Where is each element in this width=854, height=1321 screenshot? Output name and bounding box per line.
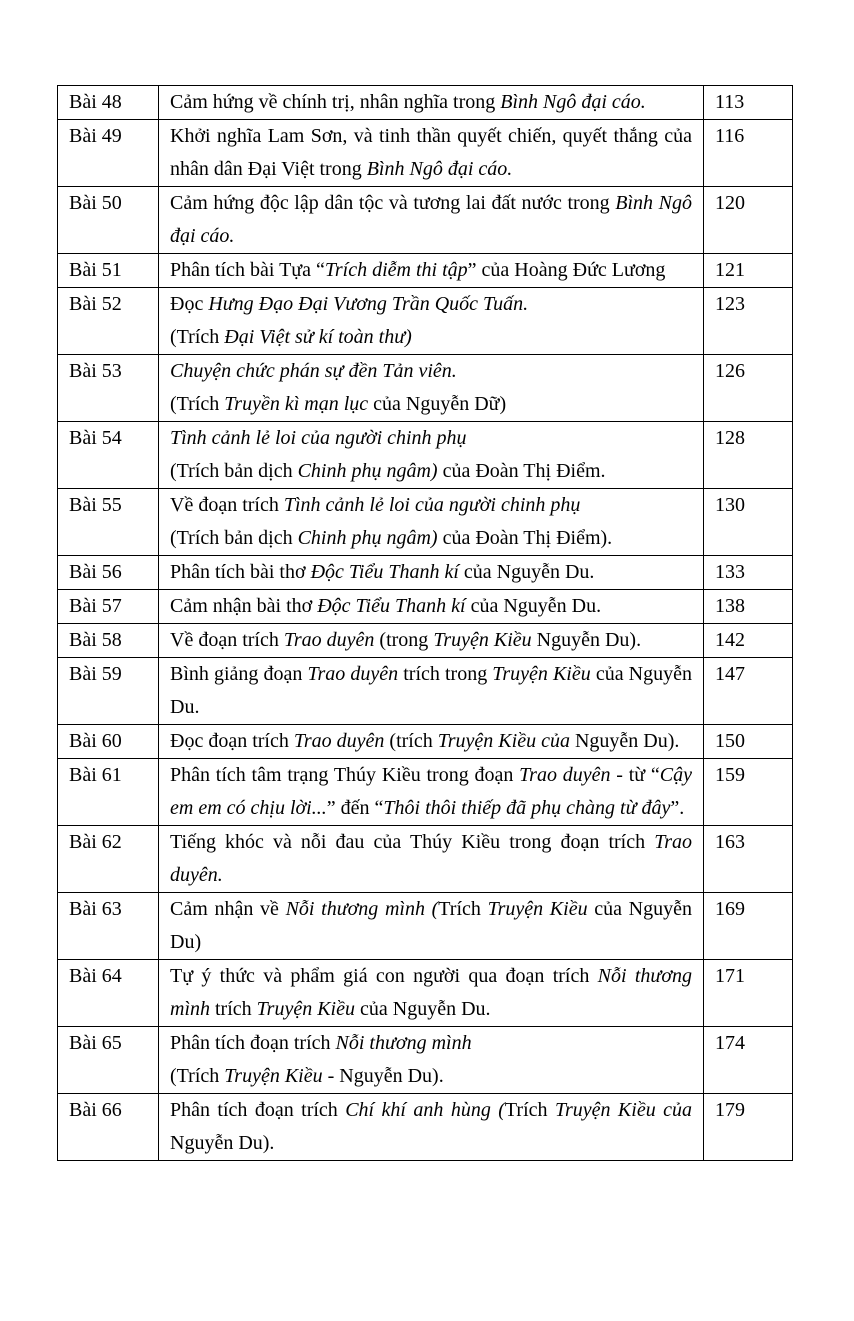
italic-text: Bình Ngô đại cáo. xyxy=(500,91,646,113)
text: Nguyễn Du). xyxy=(569,730,680,752)
text: ”. xyxy=(670,797,685,819)
italic-text: Nỗi thương mình xyxy=(170,965,692,1020)
text: của Nguyễn Du. xyxy=(170,663,692,718)
table-row xyxy=(58,590,793,624)
italic-text: Trao duyên xyxy=(519,764,611,786)
text: (trong xyxy=(374,629,434,651)
italic-text: Bình Ngô đại cáo. xyxy=(170,192,692,247)
italic-text: Tình cảnh lẻ loi của người chinh phụ xyxy=(283,494,581,516)
italic-text: Chinh phụ ngâm) xyxy=(297,527,438,549)
text: Bình giảng đoạn xyxy=(170,663,308,685)
italic-text: Thôi thôi thiếp đã phụ chàng từ đây xyxy=(383,797,671,819)
table-row xyxy=(58,556,793,590)
italic-text: Truyện Kiều của xyxy=(437,730,570,752)
text: Cảm hứng độc lập dân tộc và tương lai đất nước trong xyxy=(170,192,616,214)
lesson-number: Bài 51 xyxy=(58,254,159,288)
lesson-title xyxy=(159,489,704,556)
table-row xyxy=(58,658,793,725)
lesson-number: Bài 54 xyxy=(58,422,159,489)
italic-text: Trao duyên. xyxy=(170,831,692,886)
text: Phân tích tâm trạng Thúy Kiều trong đoạn xyxy=(170,764,520,786)
lesson-title xyxy=(159,254,704,288)
page-number: 179 xyxy=(704,1094,793,1161)
lesson-title xyxy=(159,187,704,254)
page-number: 120 xyxy=(704,187,793,254)
table-row xyxy=(58,489,793,556)
lesson-title xyxy=(159,826,704,893)
text: Phân tích bài thơ xyxy=(170,561,311,583)
text: Phân tích đoạn trích xyxy=(170,1099,346,1121)
italic-text: Độc Tiểu Thanh kí xyxy=(317,595,466,617)
text: Phân tích đoạn trích xyxy=(170,1032,336,1054)
italic-text: Truyện Kiều xyxy=(256,998,355,1020)
lesson-title xyxy=(159,1094,704,1161)
italic-text: Hưng Đạo Đại Vương Trần Quốc Tuấn. xyxy=(208,293,529,315)
table-row xyxy=(58,893,793,960)
page-number: 128 xyxy=(704,422,793,489)
lesson-title xyxy=(159,590,704,624)
text: của Đoàn Thị Điểm). xyxy=(437,527,613,549)
lesson-number: Bài 63 xyxy=(58,893,159,960)
text: - từ “ xyxy=(610,764,660,786)
lesson-title xyxy=(159,893,704,960)
italic-text: Truyện Kiều xyxy=(487,898,588,920)
page-number: 169 xyxy=(704,893,793,960)
page-number: 163 xyxy=(704,826,793,893)
table-row xyxy=(58,254,793,288)
text: Cảm hứng về chính trị, nhân nghĩa trong xyxy=(170,91,501,113)
lesson-title xyxy=(159,1027,704,1094)
italic-text: Chuyện chức phán sự đền Tản viên. xyxy=(170,360,457,382)
text: của Nguyễn Dữ) xyxy=(368,393,507,415)
lesson-number: Bài 62 xyxy=(58,826,159,893)
italic-text: Cậy em em có chịu lời... xyxy=(170,764,692,819)
lesson-number: Bài 48 xyxy=(58,86,159,120)
text: ” đến “ xyxy=(326,797,384,819)
page-number: 121 xyxy=(704,254,793,288)
text: Đọc đoạn trích xyxy=(170,730,294,752)
italic-text: Chí khí anh hùng ( xyxy=(345,1099,505,1121)
text: (Trích bản dịch xyxy=(170,527,298,549)
lesson-number: Bài 61 xyxy=(58,759,159,826)
text: Nguyễn Du). xyxy=(531,629,642,651)
italic-text: Trao duyên xyxy=(307,663,399,685)
text: Cảm nhận về xyxy=(170,898,286,920)
text: - Nguyễn Du). xyxy=(322,1065,444,1087)
table-row xyxy=(58,826,793,893)
italic-text: Trích diễm thi tập xyxy=(324,259,468,281)
table-row xyxy=(58,120,793,187)
italic-text: Chinh phụ ngâm) xyxy=(297,460,438,482)
lesson-title xyxy=(159,120,704,187)
lesson-number: Bài 52 xyxy=(58,288,159,355)
lesson-title xyxy=(159,86,704,120)
text: Cảm nhận bài thơ xyxy=(170,595,318,617)
text: (Trích xyxy=(170,393,225,415)
page-number: 174 xyxy=(704,1027,793,1094)
italic-text: Truyền kì mạn lục xyxy=(224,393,369,415)
page-number: 113 xyxy=(704,86,793,120)
lesson-number: Bài 53 xyxy=(58,355,159,422)
italic-text: Nỗi thương mình ( xyxy=(285,898,439,920)
text: Về đoạn trích xyxy=(170,494,284,516)
italic-text: Trao duyên xyxy=(293,730,385,752)
table-row xyxy=(58,288,793,355)
italic-text: Truyện Kiều xyxy=(492,663,591,685)
page-number: 147 xyxy=(704,658,793,725)
lesson-title xyxy=(159,725,704,759)
text: của Nguyễn Du. xyxy=(458,561,595,583)
lesson-title xyxy=(159,355,704,422)
lesson-title xyxy=(159,556,704,590)
page-number: 133 xyxy=(704,556,793,590)
lesson-number: Bài 59 xyxy=(58,658,159,725)
italic-text: Truyện Kiều của xyxy=(554,1099,692,1121)
lesson-title xyxy=(159,960,704,1027)
text: Trích xyxy=(504,1099,555,1121)
page-number: 138 xyxy=(704,590,793,624)
page-number: 142 xyxy=(704,624,793,658)
text: trích xyxy=(210,998,257,1020)
text: (Trích xyxy=(170,1065,225,1087)
page-number: 171 xyxy=(704,960,793,1027)
lesson-title xyxy=(159,422,704,489)
lesson-number: Bài 60 xyxy=(58,725,159,759)
lesson-title xyxy=(159,288,704,355)
page-number: 159 xyxy=(704,759,793,826)
table-row xyxy=(58,624,793,658)
table-row xyxy=(58,1094,793,1161)
text: Nguyễn Du). xyxy=(170,1132,275,1154)
table-row xyxy=(58,422,793,489)
text: trích trong xyxy=(398,663,493,685)
text: Phân tích bài Tựa “ xyxy=(170,259,325,281)
text: ” của Hoàng Đức Lương xyxy=(467,259,666,281)
table-row xyxy=(58,1027,793,1094)
lesson-number: Bài 57 xyxy=(58,590,159,624)
lesson-number: Bài 65 xyxy=(58,1027,159,1094)
text: (Trích bản dịch xyxy=(170,460,298,482)
text: của Đoàn Thị Điểm. xyxy=(437,460,606,482)
italic-text: Trao duyên xyxy=(283,629,375,651)
text: Đọc xyxy=(170,293,209,315)
lesson-number: Bài 58 xyxy=(58,624,159,658)
table-row xyxy=(58,960,793,1027)
page-number: 116 xyxy=(704,120,793,187)
italic-text: Đại Việt sử kí toàn thư) xyxy=(224,326,412,348)
lesson-title xyxy=(159,759,704,826)
text: Tiếng khóc và nỗi đau của Thúy Kiều trong đoạn trích xyxy=(170,831,655,853)
page-number: 123 xyxy=(704,288,793,355)
text: (Trích xyxy=(170,326,225,348)
toc-body xyxy=(58,86,793,1161)
lesson-number: Bài 66 xyxy=(58,1094,159,1161)
italic-text: Truyện Kiều xyxy=(224,1065,323,1087)
lesson-title xyxy=(159,658,704,725)
text: Trích xyxy=(438,898,488,920)
table-row xyxy=(58,187,793,254)
lesson-number: Bài 56 xyxy=(58,556,159,590)
text: của Nguyễn Du) xyxy=(170,898,692,953)
italic-text: Bình Ngô đại cáo. xyxy=(366,158,513,180)
text: Về đoạn trích xyxy=(170,629,284,651)
text: Tự ý thức và phẩm giá con người qua đoạn trích xyxy=(170,965,598,987)
page-number: 126 xyxy=(704,355,793,422)
text: của Nguyễn Du. xyxy=(465,595,602,617)
table-row xyxy=(58,725,793,759)
table-row xyxy=(58,355,793,422)
lesson-number: Bài 64 xyxy=(58,960,159,1027)
italic-text: Tình cảnh lẻ loi của người chinh phụ xyxy=(170,427,467,449)
table-row xyxy=(58,759,793,826)
lesson-number: Bài 50 xyxy=(58,187,159,254)
page-number: 130 xyxy=(704,489,793,556)
text: Khởi nghĩa Lam Sơn, và tinh thần quyết chiến, quyết thắng của nhân dân Đại Việt trong xyxy=(170,125,692,180)
lesson-number: Bài 49 xyxy=(58,120,159,187)
lesson-number: Bài 55 xyxy=(58,489,159,556)
italic-text: Độc Tiểu Thanh kí xyxy=(310,561,459,583)
text: (trích xyxy=(384,730,438,752)
page-number: 150 xyxy=(704,725,793,759)
text: của Nguyễn Du. xyxy=(355,998,491,1020)
italic-text: Nỗi thương mình xyxy=(335,1032,472,1054)
table-row xyxy=(58,86,793,120)
lesson-title xyxy=(159,624,704,658)
italic-text: Truyện Kiều xyxy=(433,629,532,651)
table-of-contents xyxy=(57,85,793,1161)
